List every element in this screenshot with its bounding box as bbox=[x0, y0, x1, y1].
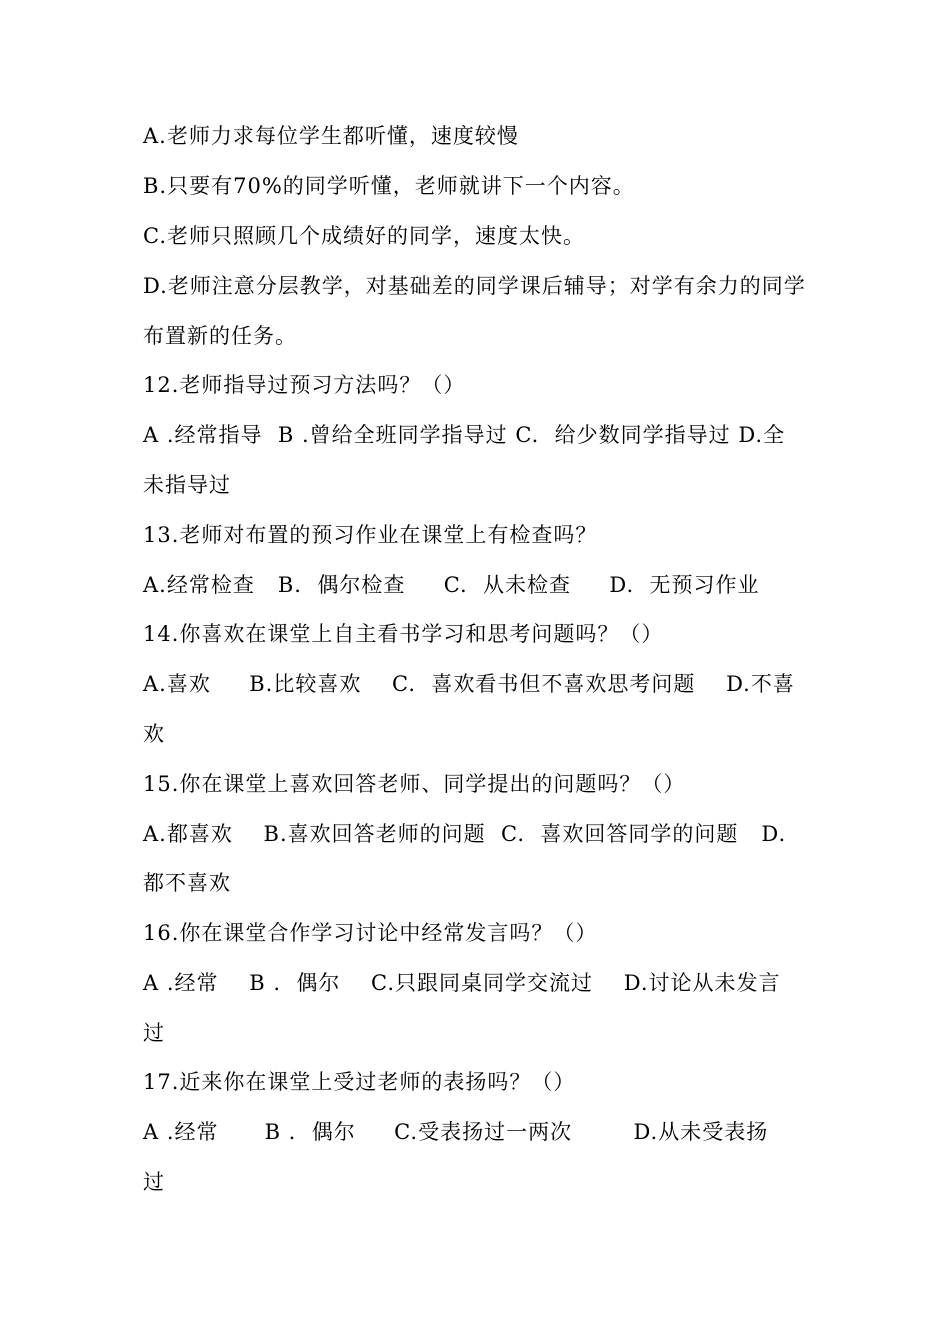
question-17: 17.近来你在课堂上受过老师的表扬吗？（） bbox=[143, 1070, 576, 1094]
options-12: A .经常指导 B .曾给全班同学指导过 C. 给少数同学指导过 D.全 bbox=[143, 423, 786, 447]
option-11c: C.老师只照顾几个成绩好的同学，速度太快。 bbox=[143, 224, 585, 248]
options-16: A .经常 B . 偶尔 C.只跟同桌同学交流过 D.讨论从未发言 bbox=[143, 971, 781, 995]
options-14-continued: 欢 bbox=[143, 722, 165, 746]
question-13: 13.老师对布置的预习作业在课堂上有检查吗？ bbox=[143, 523, 598, 547]
option-11d-continued: 布置新的任务。 bbox=[143, 324, 297, 348]
options-13: A.经常检查 B. 偶尔检查 C. 从未检查 D. 无预习作业 bbox=[143, 573, 760, 597]
options-17-continued: 过 bbox=[143, 1170, 165, 1194]
option-11b: B.只要有70%的同学听懂，老师就讲下一个内容。 bbox=[143, 174, 635, 198]
question-16: 16.你在课堂合作学习讨论中经常发言吗？（） bbox=[143, 921, 598, 945]
question-14: 14.你喜欢在课堂上自主看书学习和思考问题吗？（） bbox=[143, 622, 664, 646]
question-15: 15.你在课堂上喜欢回答老师、同学提出的问题吗？（） bbox=[143, 772, 686, 796]
options-14: A.喜欢 B.比较喜欢 C. 喜欢看书但不喜欢思考问题 D.不喜 bbox=[143, 672, 795, 696]
option-11d: D.老师注意分层教学，对基础差的同学课后辅导；对学有余力的同学 bbox=[143, 274, 806, 298]
options-15-continued: 都不喜欢 bbox=[143, 871, 231, 895]
question-12: 12.老师指导过预习方法吗？（） bbox=[143, 373, 466, 397]
option-11a: A.老师力求每位学生都听懂，速度较慢 bbox=[143, 124, 519, 148]
options-16-continued: 过 bbox=[143, 1021, 165, 1045]
options-15: A.都喜欢 B.喜欢回答老师的问题 C. 喜欢回答同学的问题 D. bbox=[143, 822, 787, 846]
options-17: A .经常 B . 偶尔 C.受表扬过一两次 D.从未受表扬 bbox=[143, 1120, 769, 1144]
options-12-continued: 未指导过 bbox=[143, 473, 231, 497]
